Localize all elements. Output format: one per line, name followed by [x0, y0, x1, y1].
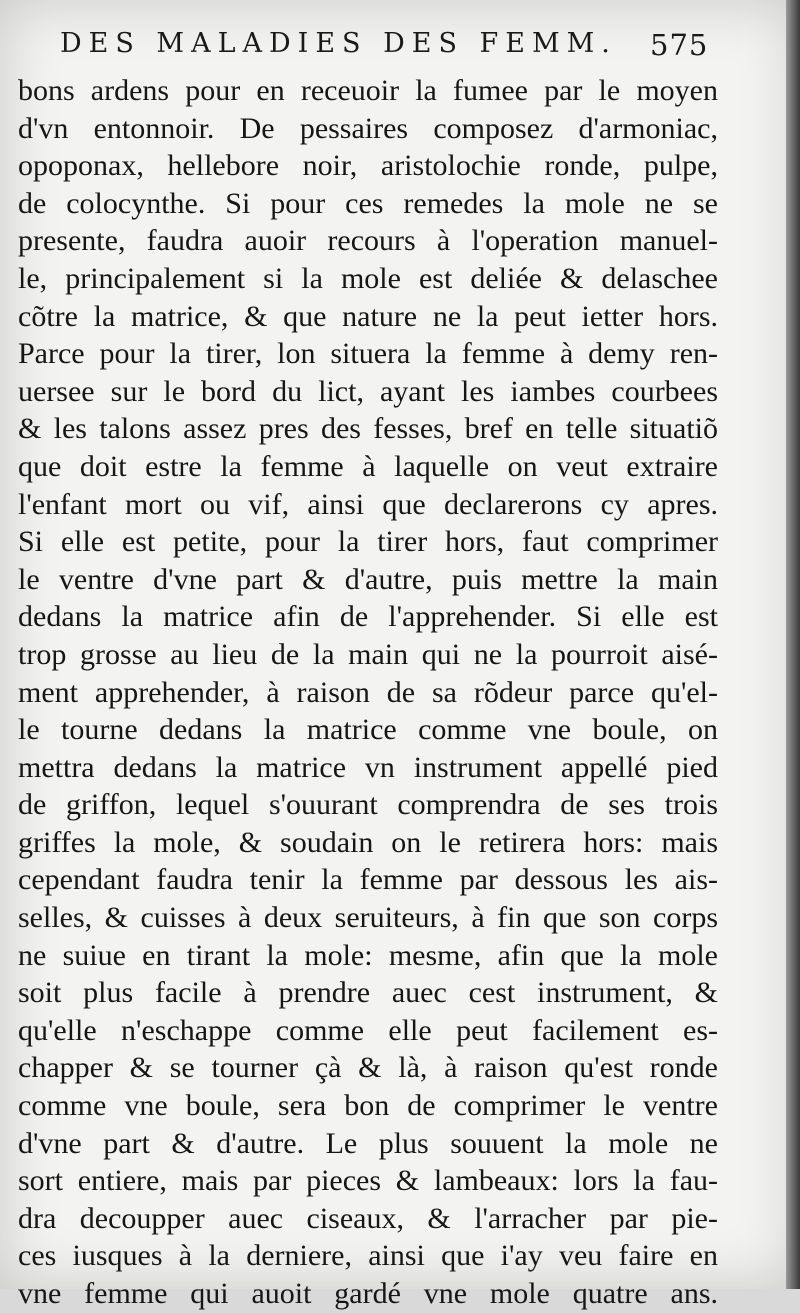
text-line: chapper & se tourner çà & là, à raison qu'est ronde: [18, 1051, 718, 1085]
text-line: de griffon, lequel s'ouurant comprendra de ses trois: [18, 788, 718, 822]
text-line: d'vn entonnoir. De pessaires composez d'armoniac,: [18, 111, 718, 145]
text-line: griffes la mole, & soudain on le retirera hors: mais: [18, 825, 718, 859]
text-line: vne femme qui auoit gardé vne mole quatre ans.: [18, 1277, 718, 1310]
text-line: l'enfant mort ou vif, ainsi que declarerons cy apres.: [18, 487, 718, 521]
text-line: bons ardens pour en receuoir la fumee par le moyen: [18, 74, 718, 107]
text-line: selles, & cuisses à deux seruiteurs, à fin que son corps: [18, 901, 718, 935]
text-line: ces iusques à la derniere, ainsi que i'ay veu faire en: [18, 1239, 718, 1273]
body-text: [18, 72, 718, 1313]
text-line: d'vne part & d'autre. Le plus souuent la mole ne: [18, 1126, 718, 1160]
text-line: cõtre la matrice, & que nature ne la peut ietter hors.: [18, 299, 718, 333]
text-line: mettra dedans la matrice vn instrument appellé pied: [18, 750, 718, 784]
text-line: uersee sur le bord du lict, ayant les iambes courbees: [18, 374, 718, 408]
page-number: 575: [650, 28, 709, 62]
page-binding-edge: [786, 0, 800, 1289]
text-line: dra decoupper auec ciseaux, & l'arracher par pie-: [18, 1201, 718, 1235]
text-line: que doit estre la femme à laquelle on veut extraire: [18, 449, 718, 483]
text-line: ment apprehender, à raison de sa rõdeur parce qu'el-: [18, 675, 718, 709]
text-line: de colocynthe. Si pour ces remedes la mole ne se: [18, 186, 718, 220]
text-line: le tourne dedans la matrice comme vne boule, on: [18, 713, 718, 747]
text-line: comme vne boule, sera bon de comprimer le ventre: [18, 1089, 718, 1123]
text-line: dedans la matrice afin de l'apprehender. Si elle est: [18, 600, 718, 634]
text-line: qu'elle n'eschappe comme elle peut facilement es-: [18, 1013, 718, 1047]
text-line: Parce pour la tirer, lon situera la femme à demy ren-: [18, 337, 718, 371]
running-title: DES MALADIES DES FEMM.: [60, 28, 617, 59]
text-line: opoponax, hellebore noir, aristolochie ronde, pulpe,: [18, 149, 718, 183]
text-line: presente, faudra auoir recours à l'operation manuel-: [18, 224, 718, 258]
text-line: soit plus facile à prendre auec cest instrument, &: [18, 976, 718, 1010]
text-line: le ventre d'vne part & d'autre, puis mettre la main: [18, 562, 718, 596]
text-line: sort entiere, mais par pieces & lambeaux: lors la fau-: [18, 1164, 718, 1198]
text-line: Si elle est petite, pour la tirer hors, faut comprimer: [18, 525, 718, 559]
text-line: & les talons assez pres des fesses, bref en telle situatiõ: [18, 412, 718, 446]
text-line: trop grosse au lieu de la main qui ne la pourroit aisé-: [18, 637, 718, 671]
text-line: ne suiue en tirant la mole: mesme, afin que la mole: [18, 938, 718, 972]
text-line: cependant faudra tenir la femme par dessous les ais-: [18, 863, 718, 897]
text-line: le, principalement si la mole est deliée & delaschee: [18, 261, 718, 295]
